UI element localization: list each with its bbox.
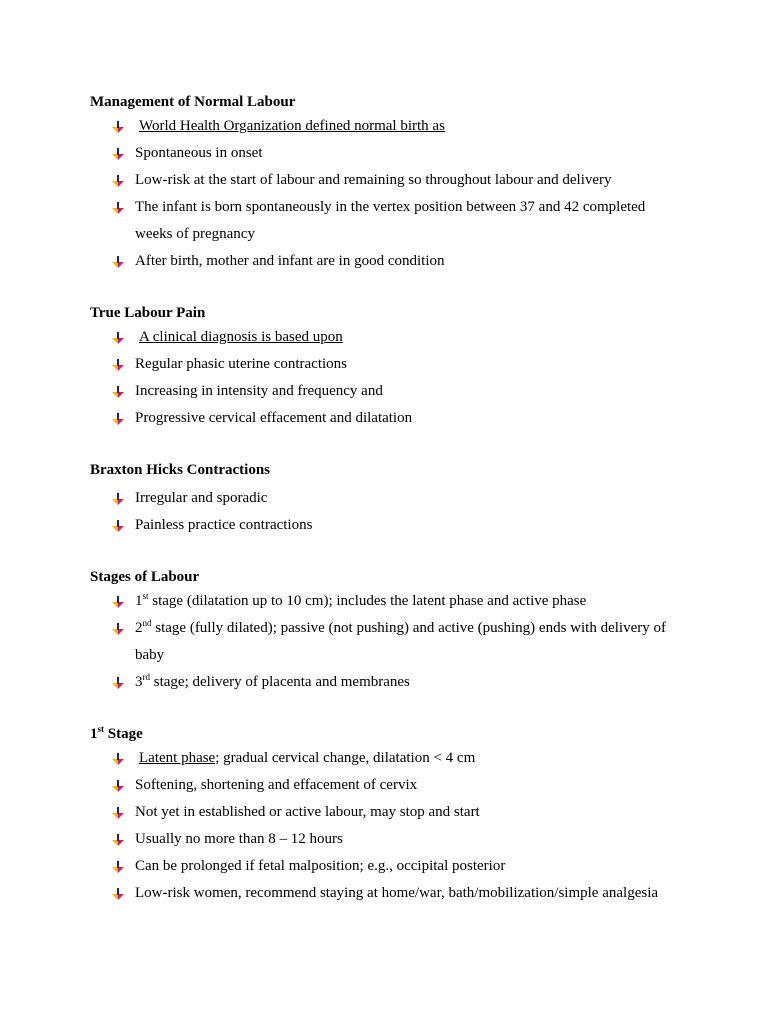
item-text: stage; delivery of placenta and membranes bbox=[150, 674, 410, 690]
list-item bbox=[90, 615, 675, 669]
list-item bbox=[90, 324, 690, 351]
item-text: The infant is born spontaneously in the vertex position between 37 and 42 completed weeks of pregnancy bbox=[135, 199, 646, 242]
arrow-down-bullet-icon bbox=[112, 202, 124, 214]
list-item bbox=[90, 588, 690, 615]
item-text: Irregular and sporadic bbox=[135, 490, 268, 506]
section-heading: Management of Normal Labour bbox=[90, 94, 296, 110]
arrow-down-bullet-icon bbox=[112, 413, 124, 425]
section-true-labour-pain bbox=[90, 302, 690, 432]
ordinal-suffix: nd bbox=[142, 618, 152, 628]
underlined-text: World Health Organization defined normal birth as bbox=[139, 118, 445, 134]
section-1st-stage bbox=[90, 723, 690, 907]
section-heading bbox=[90, 723, 690, 745]
arrow-down-bullet-icon bbox=[112, 888, 124, 900]
list-item bbox=[90, 669, 690, 696]
list-item bbox=[90, 194, 675, 248]
arrow-down-bullet-icon bbox=[112, 596, 124, 608]
item-text: After birth, mother and infant are in good condition bbox=[135, 253, 445, 269]
item-text: Can be prolonged if fetal malposition; e.g., occipital posterior bbox=[135, 858, 506, 874]
heading-number: 1 bbox=[90, 726, 98, 742]
item-text: Spontaneous in onset bbox=[135, 145, 263, 161]
section-stages-of-labour bbox=[90, 566, 690, 696]
item-text: stage (fully dilated); passive (not pushing) and active (pushing) ends with delivery of baby bbox=[135, 620, 666, 663]
item-text: Increasing in intensity and frequency and bbox=[135, 383, 383, 399]
ordinal-number: 1 bbox=[135, 593, 143, 609]
item-text: stage (dilatation up to 10 cm); includes the latent phase and active phase bbox=[148, 593, 587, 609]
section-management-of-normal-labour bbox=[90, 91, 690, 275]
arrow-down-bullet-icon bbox=[112, 121, 124, 133]
bullet-list bbox=[90, 324, 690, 432]
arrow-down-bullet-icon bbox=[112, 623, 124, 635]
section-heading: Stages of Labour bbox=[90, 569, 200, 585]
heading-rest: Stage bbox=[104, 726, 143, 742]
list-item bbox=[90, 880, 690, 907]
bullet-list bbox=[90, 745, 690, 907]
item-text: Regular phasic uterine contractions bbox=[135, 356, 348, 372]
list-item bbox=[90, 248, 690, 275]
arrow-down-bullet-icon bbox=[112, 332, 124, 344]
ordinal-suffix: rd bbox=[142, 672, 150, 682]
arrow-down-bullet-icon bbox=[112, 493, 124, 505]
list-item bbox=[90, 512, 690, 539]
bullet-list bbox=[90, 113, 690, 275]
list-item bbox=[90, 140, 690, 167]
ordinal-number: 3 bbox=[135, 674, 143, 690]
list-item bbox=[90, 853, 690, 880]
arrow-down-bullet-icon bbox=[112, 677, 124, 689]
section-heading: Braxton Hicks Contractions bbox=[90, 462, 270, 478]
list-item bbox=[90, 378, 690, 405]
arrow-down-bullet-icon bbox=[112, 780, 124, 792]
ordinal-suffix: st bbox=[142, 591, 149, 601]
arrow-down-bullet-icon bbox=[112, 834, 124, 846]
ordinal-number: 2 bbox=[135, 620, 143, 636]
arrow-down-bullet-icon bbox=[112, 256, 124, 268]
underlined-text: A clinical diagnosis is based upon bbox=[139, 329, 343, 345]
item-text: Usually no more than 8 – 12 hours bbox=[135, 831, 343, 847]
item-text: Softening, shortening and effacement of cervix bbox=[135, 777, 418, 793]
item-text: Low-risk women, recommend staying at home/war, bath/mobilization/simple analgesia bbox=[135, 885, 659, 901]
heading-ordinal-suffix: st bbox=[97, 724, 104, 734]
bullet-list bbox=[90, 588, 690, 696]
item-text: Low-risk at the start of labour and remaining so throughout labour and delivery bbox=[135, 172, 612, 188]
document-page bbox=[90, 91, 690, 907]
arrow-down-bullet-icon bbox=[112, 359, 124, 371]
bullet-list bbox=[90, 485, 690, 539]
item-text: Progressive cervical effacement and dilatation bbox=[135, 410, 413, 426]
section-braxton-hicks-contractions bbox=[90, 459, 690, 539]
arrow-down-bullet-icon bbox=[112, 175, 124, 187]
section-heading: True Labour Pain bbox=[90, 305, 206, 321]
list-item bbox=[90, 167, 690, 194]
arrow-down-bullet-icon bbox=[112, 753, 124, 765]
item-text: ; gradual cervical change, dilatation < 4 cm bbox=[215, 750, 476, 766]
underlined-text: Latent phase bbox=[139, 750, 216, 766]
list-item bbox=[90, 405, 690, 432]
arrow-down-bullet-icon bbox=[112, 386, 124, 398]
list-item bbox=[90, 745, 690, 772]
list-item bbox=[90, 113, 690, 140]
item-text: Not yet in established or active labour, may stop and start bbox=[135, 804, 480, 820]
arrow-down-bullet-icon bbox=[112, 520, 124, 532]
item-text: Painless practice contractions bbox=[135, 517, 313, 533]
list-item bbox=[90, 799, 690, 826]
arrow-down-bullet-icon bbox=[112, 148, 124, 160]
list-item bbox=[90, 485, 690, 512]
arrow-down-bullet-icon bbox=[112, 807, 124, 819]
arrow-down-bullet-icon bbox=[112, 861, 124, 873]
list-item bbox=[90, 772, 690, 799]
list-item bbox=[90, 826, 690, 853]
list-item bbox=[90, 351, 690, 378]
